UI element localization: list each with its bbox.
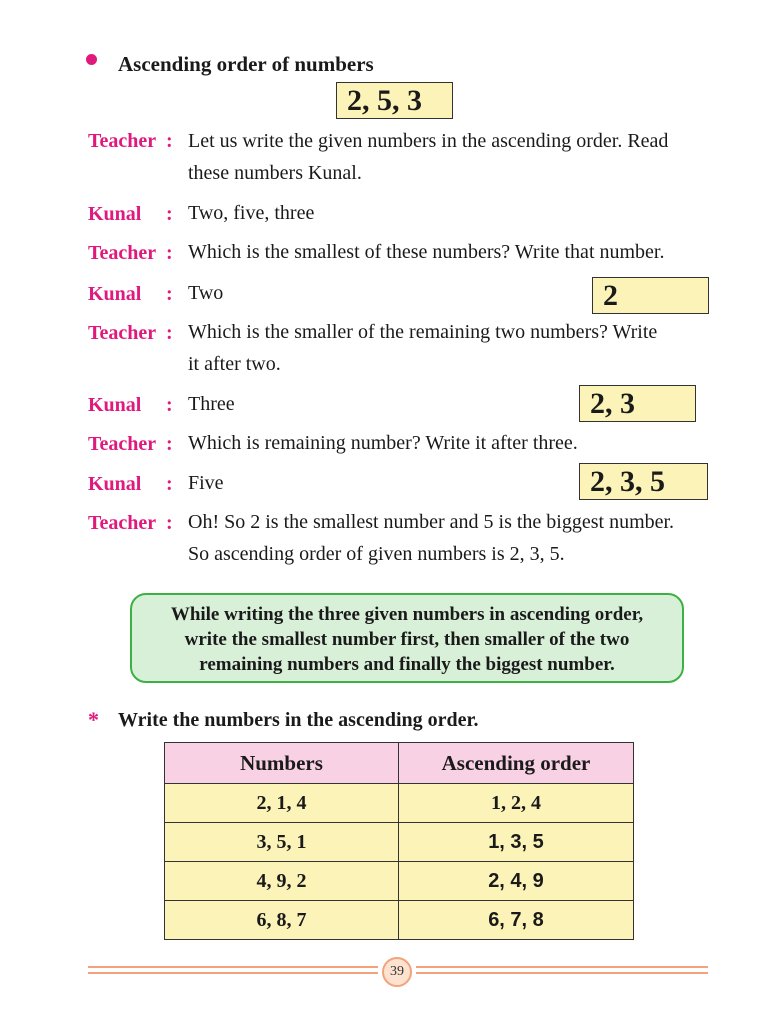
speaker-kunal: Kunal (88, 203, 142, 225)
speech-line: Three (188, 393, 235, 415)
speaker-colon: : (166, 283, 173, 305)
speech-line: Two (188, 282, 224, 304)
speech-line: Oh! So 2 is the smallest number and 5 is the biggest number. (188, 511, 675, 533)
numbers-cell: 3, 5, 1 (165, 823, 399, 862)
table-row (165, 901, 634, 940)
answer-box-step-2: 2, 3 (579, 385, 696, 422)
footer-divider-left (88, 966, 378, 968)
bullet-icon (86, 54, 97, 65)
given-numbers-box: 2, 5, 3 (336, 82, 453, 119)
speaker-colon: : (166, 512, 173, 534)
speaker-teacher: Teacher (88, 130, 157, 152)
speech-line: Which is remaining number? Write it after three. (188, 432, 578, 454)
speech-line: it after two. (188, 353, 281, 375)
exercise-table (164, 742, 634, 940)
speaker-teacher: Teacher (88, 322, 157, 344)
rule-note-box (130, 593, 684, 683)
speaker-kunal: Kunal (88, 473, 142, 495)
asterisk-marker: * (88, 707, 99, 732)
speech-line: Which is the smallest of these numbers? Write that number. (188, 241, 665, 263)
answer-cell: 2, 4, 9 (399, 862, 634, 901)
answer-cell: 1, 3, 5 (399, 823, 634, 862)
table-row (165, 784, 634, 823)
page-number: 39 (382, 957, 412, 987)
note-line: write the smallest number first, then smaller of the two (184, 629, 630, 650)
answer-box-step-1: 2 (592, 277, 709, 314)
speaker-kunal: Kunal (88, 394, 142, 416)
answer-cell: 6, 7, 8 (399, 901, 634, 940)
speaker-colon: : (166, 242, 173, 264)
answer-box-final: 2, 3, 5 (579, 463, 708, 500)
footer-divider-left (88, 972, 378, 974)
note-line: remaining numbers and finally the biggest number. (199, 654, 615, 675)
section-heading: Ascending order of numbers (118, 52, 374, 76)
speaker-teacher: Teacher (88, 512, 157, 534)
speech-line: these numbers Kunal. (188, 162, 362, 184)
speech-line: Two, five, three (188, 202, 315, 224)
speech-line: So ascending order of given numbers is 2, 3, 5. (188, 543, 565, 565)
column-header-ascending-order: Ascending order (399, 743, 634, 784)
speech-line: Let us write the given numbers in the ascending order. Read (188, 130, 669, 152)
speaker-colon: : (166, 322, 173, 344)
speaker-colon: : (166, 130, 173, 152)
speech-line: Which is the smaller of the remaining two numbers? Write (188, 321, 658, 343)
speaker-colon: : (166, 203, 173, 225)
footer-divider-right (416, 966, 708, 968)
speaker-teacher: Teacher (88, 433, 157, 455)
speaker-kunal: Kunal (88, 283, 142, 305)
speaker-colon: : (166, 473, 173, 495)
numbers-cell: 6, 8, 7 (165, 901, 399, 940)
note-line: While writing the three given numbers in ascending order, (170, 604, 644, 625)
answer-cell: 1, 2, 4 (399, 784, 634, 823)
speech-line: Five (188, 472, 224, 494)
numbers-cell: 4, 9, 2 (165, 862, 399, 901)
column-header-numbers: Numbers (165, 743, 399, 784)
table-header-row (165, 743, 634, 784)
footer-divider-right (416, 972, 708, 974)
table-row (165, 862, 634, 901)
exercise-instruction: Write the numbers in the ascending order. (118, 709, 479, 731)
speaker-colon: : (166, 394, 173, 416)
numbers-cell: 2, 1, 4 (165, 784, 399, 823)
speaker-colon: : (166, 433, 173, 455)
table-row (165, 823, 634, 862)
speaker-teacher: Teacher (88, 242, 157, 264)
